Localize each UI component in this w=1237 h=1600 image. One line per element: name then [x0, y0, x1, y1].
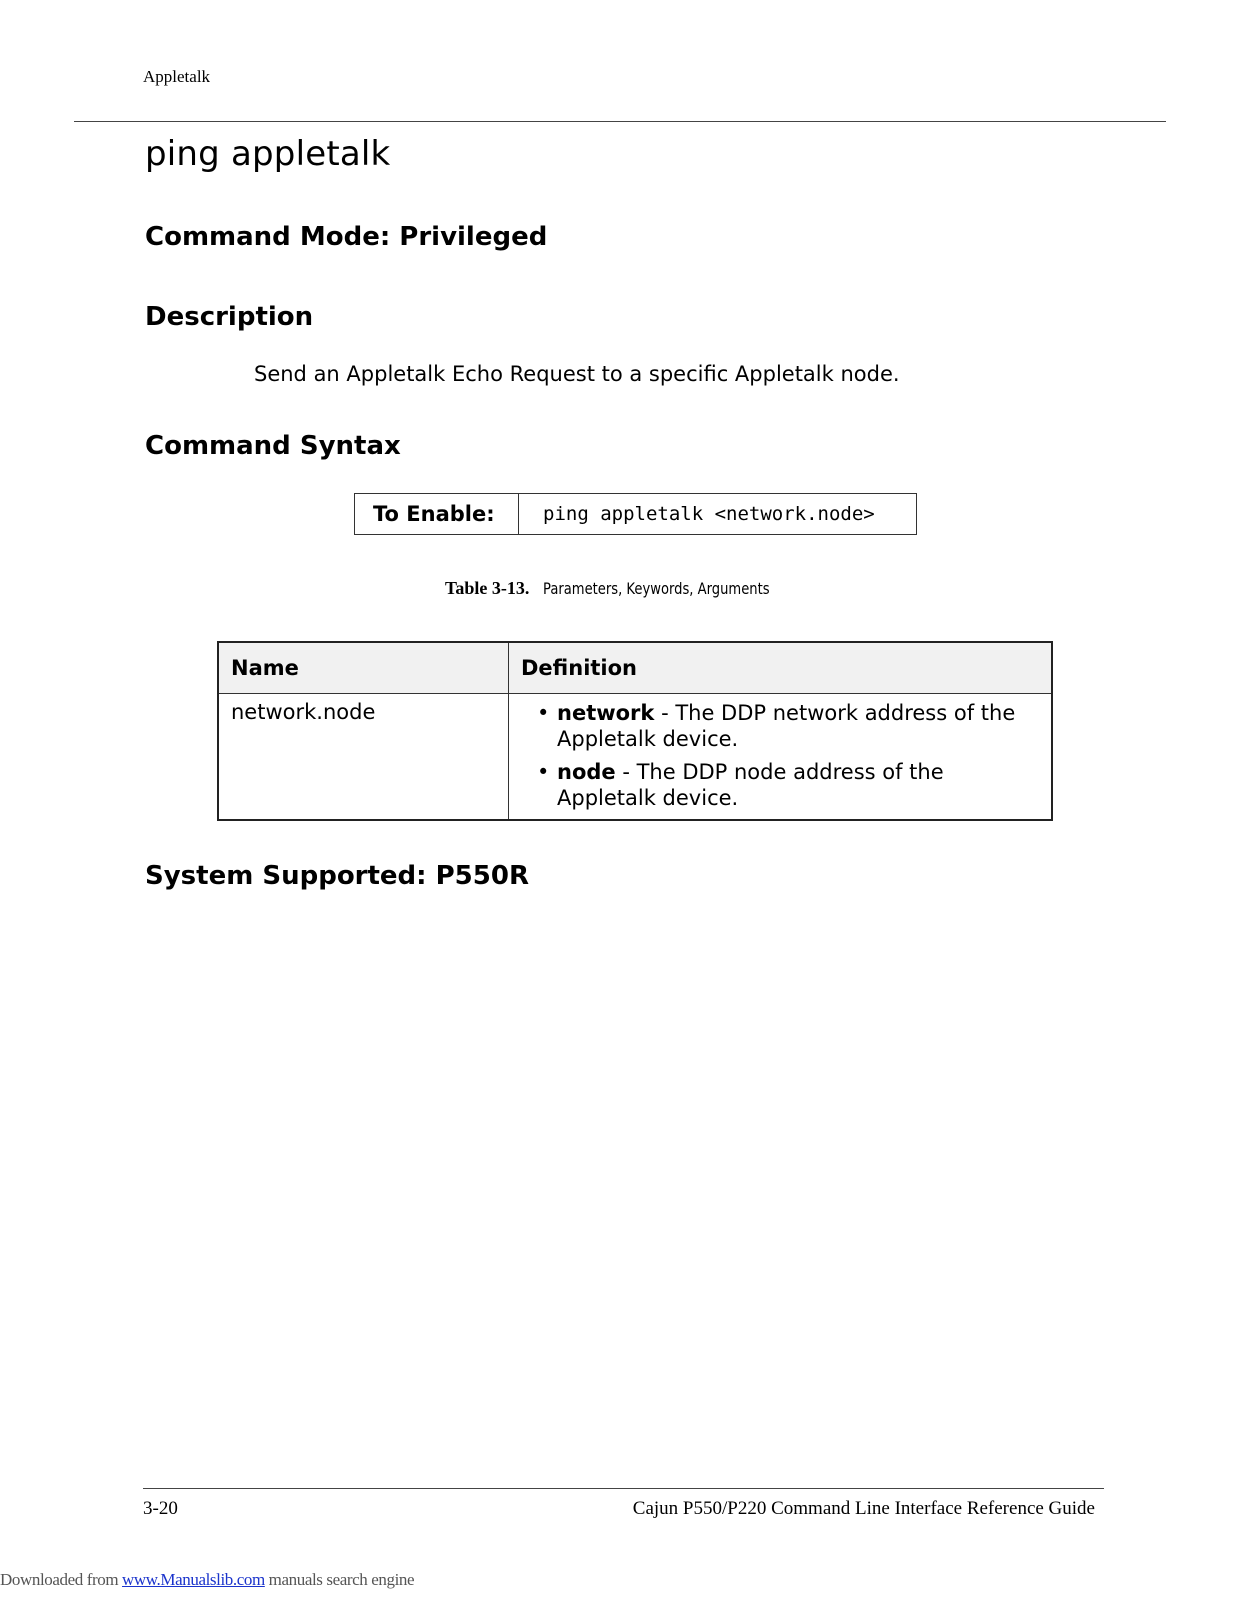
download-suffix: manuals search engine: [264, 1570, 415, 1589]
definition-list: [521, 700, 1039, 811]
bullet-icon: •: [537, 701, 550, 725]
bottom-divider: [143, 1488, 1104, 1489]
syntax-box: [354, 493, 917, 535]
list-item: [521, 759, 1039, 811]
description-heading: Description: [145, 302, 314, 332]
definition-text: - The DDP node address of the Appletalk device.: [557, 760, 944, 810]
param-definition-cell: [509, 694, 1053, 821]
syntax-command: ping appletalk <network.node>: [543, 503, 875, 525]
guide-title: Cajun P550/P220 Command Line Interface Reference Guide: [632, 1498, 1095, 1519]
table-caption: [445, 578, 819, 599]
definition-text: - The DDP network address of the Appletalk device.: [557, 701, 1016, 751]
param-name-cell: network.node: [218, 694, 509, 821]
syntax-label: To Enable:: [355, 494, 519, 534]
top-divider: [74, 121, 1166, 122]
bullet-icon: •: [537, 760, 550, 784]
page-title: ping appletalk: [145, 134, 391, 174]
table-header-row: [218, 642, 1052, 694]
page-number: 3-20: [143, 1498, 178, 1519]
parameters-table: [217, 641, 1053, 821]
command-syntax-heading: Command Syntax: [145, 431, 401, 461]
table-row: [218, 694, 1052, 821]
system-supported-heading: System Supported: P550R: [145, 861, 529, 891]
column-header-definition: Definition: [509, 642, 1053, 694]
table-caption-number: Table 3-13.: [445, 578, 530, 598]
definition-keyword: network: [557, 701, 655, 725]
download-footer: [0, 1570, 414, 1590]
command-mode-heading: Command Mode: Privileged: [145, 222, 548, 252]
table-caption-text: Parameters, Keywords, Arguments: [542, 579, 770, 598]
definition-keyword: node: [557, 760, 616, 784]
description-text: Send an Appletalk Echo Request to a specific Appletalk node.: [254, 362, 900, 386]
list-item: [521, 700, 1039, 752]
running-head: Appletalk: [143, 67, 211, 86]
column-header-name: Name: [218, 642, 509, 694]
download-prefix: Downloaded from: [0, 1570, 123, 1589]
manualslib-link[interactable]: www.Manualslib.com: [122, 1570, 265, 1589]
